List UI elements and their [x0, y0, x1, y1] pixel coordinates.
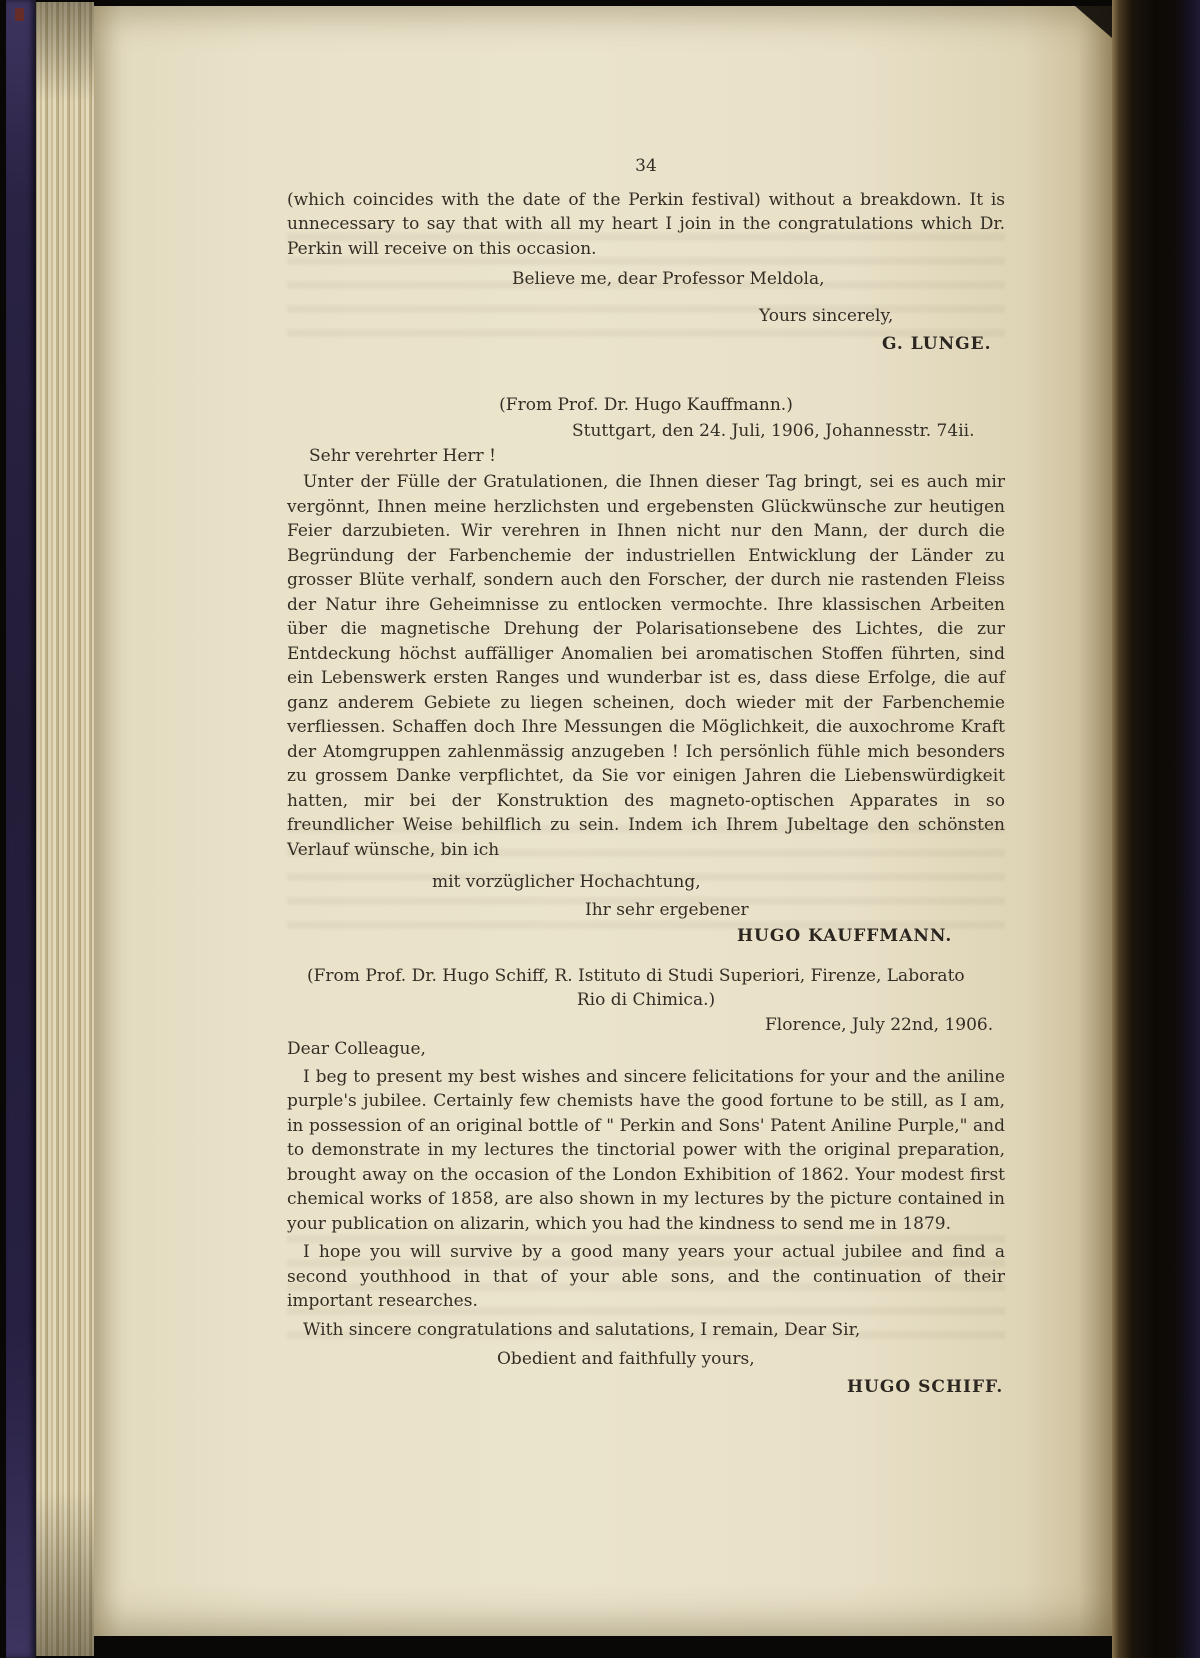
kauffmann-salutation: Sehr verehrter Herr !	[309, 445, 496, 466]
page-corner-shadow	[1070, 6, 1112, 38]
scanned-page	[94, 6, 1112, 1636]
book-gutter-right	[1112, 0, 1200, 1658]
kauffmann-closing-line2: Ihr sehr ergebener	[585, 899, 749, 920]
schiff-source-line2: Rio di Chimica.)	[576, 990, 716, 1010]
schiff-paragraph-2: I hope you will survive by a good many years your actual jubilee and find a second youthhood in that of your able sons, and the continuation of their important researches.	[287, 1242, 1005, 1311]
kauffmann-body: Unter der Fülle der Gratulationen, die Ihnen dieser Tag bringt, sei es auch mir vergönnt, Ihnen meine herzlichsten und ergebensten Glückwünsche zur heutigen Feier darzubieten. Wir verehren in Ihnen nicht nur den Mann, der durch die Begründung der Farbenchemie der industriellen Entwicklung der Länder zu grosser Blüte verhalf, sondern auch den Forscher, der durch nie rastenden Fleiss der Natur ihre Geheimnisse zu entlocken vermochte. Ihre klassischen Arbeiten über die magnetische Drehung der Polarisationsebene des Lichtes, die zur Entdeckung höchst auffälliger Anomalien bei aromatischen Stoffen führten, sind ein Lebenswerk ersten Ranges und wunderbar ist es, dass diese Erfolge, die auf ganz anderem Gebiete zu liegen scheinen, doch wieder mit der Farbenchemie verfliessen. Schaffen doch Ihre Messungen die Möglichkeit, die auxochrome Kraft der Atomgruppen zahlenmässig anzugeben ! Ich persönlich fühle mich besonders zu grossem Danke verpflichtet, da Sie vor einigen Jahren die Liebenswürdigkeit hatten, mir bei der Konstruktion des magneto-optischen Apparates in so freundlicher Weise behilflich zu sein. Indem ich Ihrem Jubeltage den schönsten Verlauf wünsche, bin ich	[287, 472, 1005, 860]
binding-mark	[15, 8, 24, 21]
schiff-paragraph-3: With sincere congratulations and salutations, I remain, Dear Sir,	[303, 1319, 861, 1340]
lunge-signature: G. LUNGE.	[882, 334, 992, 354]
page-edge-stack	[36, 2, 94, 1656]
lunge-valediction-line1: Believe me, dear Professor Meldola,	[512, 269, 825, 289]
lunge-letter-body: (which coincides with the date of the Perkin festival) without a breakdown. It is unnecessary to say that with all my heart I join in the congratulations which Dr. Perkin will receive on this occasion.	[287, 189, 1005, 259]
schiff-salutation: Dear Colleague,	[287, 1039, 426, 1059]
kauffmann-dateline: Stuttgart, den 24. Juli, 1906, Johannesstr. 74ii.	[572, 421, 975, 441]
schiff-signature: HUGO SCHIFF.	[847, 1376, 1004, 1397]
schiff-closing: Obedient and faithfully yours,	[497, 1349, 755, 1369]
page-number: 34	[635, 156, 657, 176]
schiff-paragraph-1: I beg to present my best wishes and sincere felicitations for your and the aniline purple's jubilee. Certainly few chemists have the good fortune to be still, as I am, in possession of an original bottle of " Perkin and Sons' Patent Aniline Purple," and to demonstrate in my lectures the tinctorial power with the original preparation, brought away on the occasion of the London Exhibition of 1862. Your modest first chemical works of 1858, are also shown in my lectures by the picture contained in your publication on alizarin, which you had the kindness to send me in 1879.	[287, 1066, 1005, 1234]
kauffmann-closing-line1: mit vorzüglicher Hochachtung,	[432, 872, 701, 892]
kauffmann-signature: HUGO KAUFFMANN.	[737, 926, 953, 946]
lunge-valediction-line2: Yours sincerely,	[759, 305, 894, 326]
kauffmann-source: (From Prof. Dr. Hugo Kauffmann.)	[499, 394, 793, 415]
book-spine	[6, 0, 36, 1658]
schiff-dateline: Florence, July 22nd, 1906.	[765, 1014, 994, 1035]
page-text-column	[287, 6, 1005, 1399]
schiff-source-line1: (From Prof. Dr. Hugo Schiff, R. Istituto di Studi Superiori, Firenze, Laborato	[307, 965, 965, 986]
